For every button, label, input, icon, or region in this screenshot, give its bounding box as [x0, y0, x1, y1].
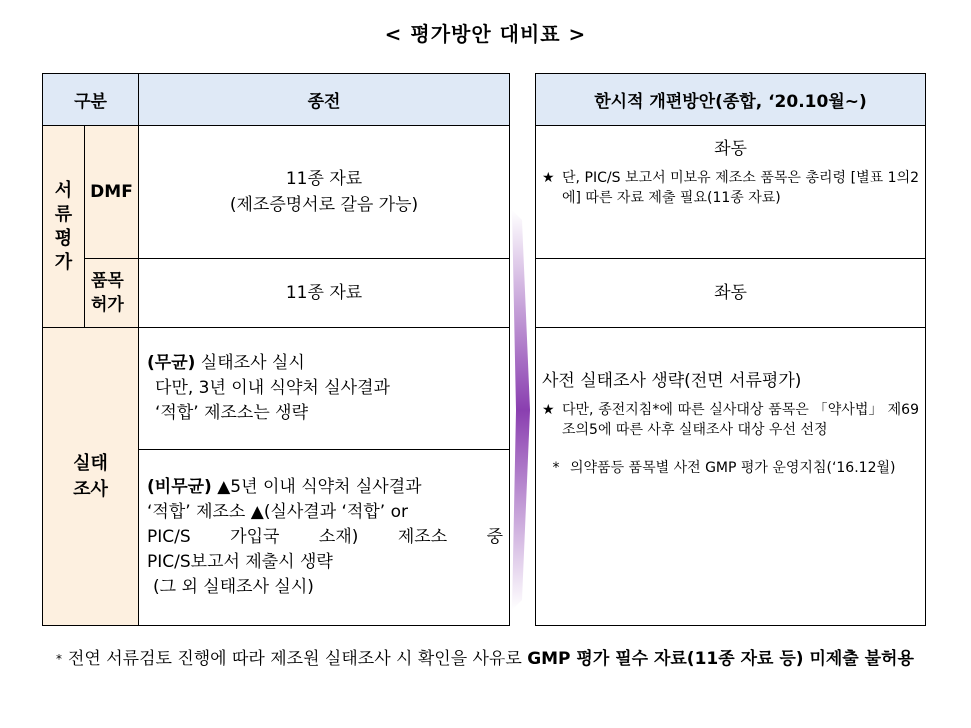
inspection-reform-reference: 의약품등 품목별 사전 GMP 평가 운영지침(‘16.12월) — [570, 460, 896, 476]
footnote-emphasis: GMP 평가 필수 자료(11종 자료 등) 미제출 불허용 — [527, 649, 914, 669]
inspection-reform-cell — [536, 328, 926, 626]
subcategory-dmf: DMF — [85, 126, 139, 259]
dmf-reform-cell — [536, 126, 926, 259]
star-icon: ★ — [542, 170, 555, 186]
asterisk-mark: * — [552, 460, 560, 476]
header-reform: 한시적 개편방안(종합, ‘20.10월~) — [536, 74, 926, 126]
dmf-before-cell — [139, 126, 510, 259]
header-before: 종전 — [139, 74, 510, 126]
page-title: < 평가방안 대비표 > — [384, 22, 587, 46]
footnote-text: 전연 서류검토 진행에 따라 제조원 실태조사 시 확인을 사유로 — [68, 649, 528, 669]
footnote — [56, 644, 936, 674]
nonsterile-line1: ▲5년 이내 식약처 실사결과 — [211, 477, 422, 497]
inspection-reform-note: 다만, 종전지침*에 따른 실사대상 품목은 「약사법」 제69조의5에 따른 사후 실태조사 대상 우선 선정 — [562, 402, 919, 438]
nonsterile-label: (비무균) — [147, 477, 212, 497]
dmf-same: 좌동 — [714, 139, 747, 159]
sterile-label: (무균) — [147, 353, 196, 373]
inspection-reform-main: 사전 실태조사 생략(전면 서류평가) — [542, 371, 802, 391]
inspection-sterile-cell — [139, 328, 510, 450]
nonsterile-line4: PIC/S보고서 제출시 생략 — [147, 552, 333, 572]
category-document-review: 서 류 평 가 — [43, 126, 85, 328]
footnote-mark: * — [56, 652, 62, 666]
dmf-before-line2: (제조증명서로 갈음 가능) — [229, 195, 419, 215]
dmf-before-line1: 11종 자료 — [285, 169, 363, 189]
subcategory-product-approval: 품목 허가 — [85, 259, 139, 328]
dmf-reform-note: 단, PIC/S 보고서 미보유 제조소 품목은 총리령 [별표 1의2에] 따른 자료 제출 필요(11종 자료) — [562, 170, 919, 206]
header-category: 구분 — [43, 74, 139, 126]
nonsterile-line3: PIC/S 가입국 소재) 제조소 중 — [147, 527, 504, 547]
sterile-line1: 실태조사 실시 — [195, 353, 305, 373]
nonsterile-line5: (그 외 실태조사 실시) — [153, 577, 314, 597]
inspection-nonsterile-cell — [139, 450, 510, 626]
sterile-line2: 다만, 3년 이내 식약처 실사결과 — [155, 378, 390, 398]
category-inspection: 실태 조사 — [43, 328, 139, 626]
star-icon: ★ — [542, 402, 555, 418]
reform-table — [535, 73, 926, 626]
product-reform-cell: 좌동 — [536, 259, 926, 328]
sterile-line3: ‘적합’ 제조소는 생략 — [155, 403, 309, 423]
nonsterile-line2: ‘적합’ 제조소 ▲(실사결과 ‘적합’ or — [147, 502, 408, 522]
transition-arrow-icon — [510, 210, 532, 610]
product-before-cell: 11종 자료 — [139, 259, 510, 328]
before-table — [42, 73, 510, 626]
